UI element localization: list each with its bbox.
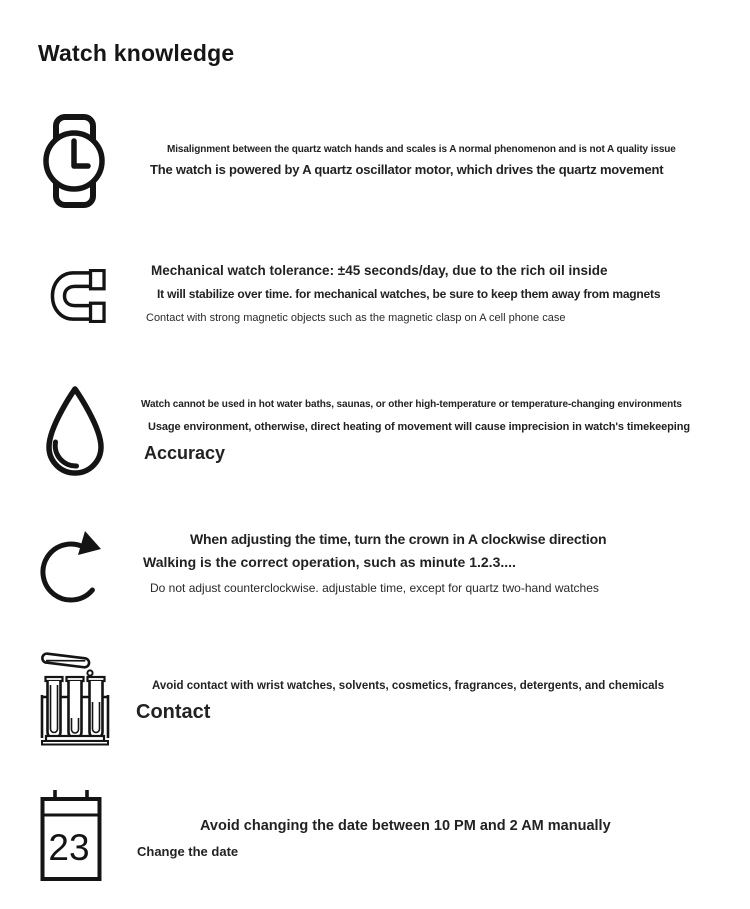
contact-heading: Contact (136, 701, 211, 723)
adjust-subheading: Walking is the correct operation, such as minute 1.2.3.... (143, 554, 516, 570)
date-subheading: Change the date (137, 844, 239, 859)
page-title: Watch knowledge (38, 40, 235, 66)
magnet-note: Contact with strong magnetic objects such as the magnetic clasp on A cell phone case (146, 312, 566, 324)
date-heading: Avoid changing the date between 10 PM and 2 AM manually (200, 818, 611, 834)
magnet-heading: Mechanical watch tolerance: ±45 seconds/day, due to the rich oil inside (151, 263, 608, 278)
magnet-subheading: It will stabilize over time. for mechanical watches, be sure to keep them away from magnets (157, 287, 661, 301)
contact-note: Avoid contact with wrist watches, solvents, cosmetics, fragrances, detergents, and chemicals (152, 680, 665, 692)
water-drop-icon (42, 384, 108, 480)
wristwatch-icon (42, 114, 106, 208)
calendar-day-number: 23 (48, 827, 90, 868)
calendar-icon (40, 788, 102, 882)
accuracy-note: Watch cannot be used in hot water baths, saunas, or other high-temperature or temperature-changing environments (141, 399, 682, 410)
accuracy-heading: Accuracy (144, 443, 226, 463)
adjust-heading: When adjusting the time, turn the crown in A clockwise direction (190, 531, 607, 547)
accuracy-subheading: Usage environment, otherwise, direct heating of movement will cause imprecision in watch's timekeeping (148, 421, 690, 433)
test-tubes-icon (40, 650, 110, 746)
magnet-icon (49, 269, 107, 323)
clockwise-arrow-icon (40, 528, 106, 608)
adjust-note: Do not adjust counterclockwise. adjustable time, except for quartz two-hand watches (150, 581, 599, 595)
quartz-note: Misalignment between the quartz watch hands and scales is A normal phenomenon and is not A quality issue (167, 144, 676, 155)
quartz-heading: The watch is powered by A quartz oscillator motor, which drives the quartz movement (150, 162, 664, 177)
